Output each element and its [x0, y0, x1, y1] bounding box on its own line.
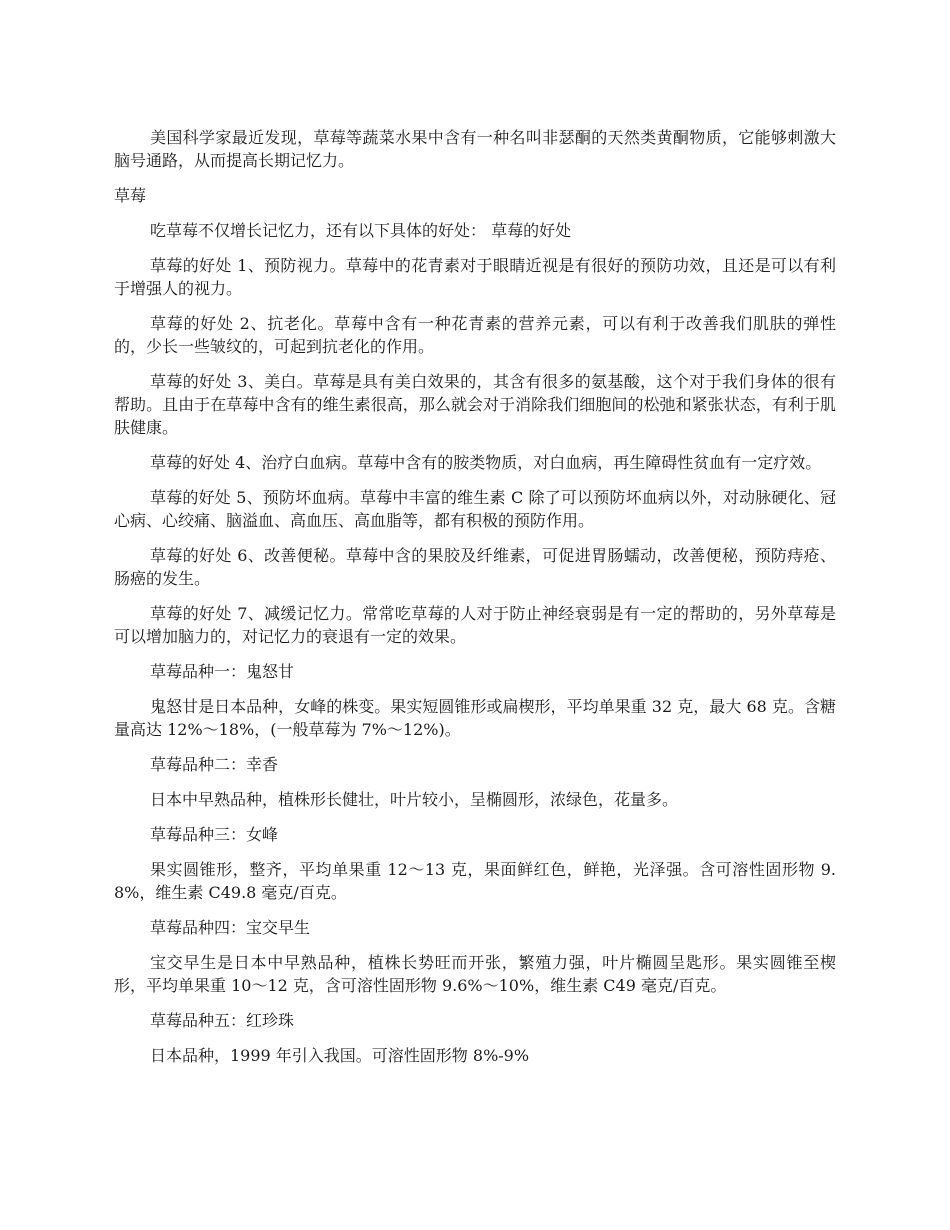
- paragraph-benefit-1: 草莓的好处 1、预防视力。草莓中的花青素对于眼睛近视是有很好的预防功效，且还是可以有利于增强人的视力。: [114, 256, 836, 298]
- paragraph-benefit-5: 草莓的好处 5、预防坏血病。草莓中丰富的维生素 C 除了可以预防坏血病以外，对动脉硬化、冠心病、心绞痛、脑溢血、高血压、高血脂等，都有积极的预防作用。: [114, 488, 836, 530]
- paragraph-intro: 美国科学家最近发现，草莓等蔬菜水果中含有一种名叫非瑟酮的天然类黄酮物质，它能够刺激大脑号通路，从而提高长期记忆力。: [114, 128, 836, 170]
- paragraph-benefit-3: 草莓的好处 3、美白。草莓是具有美白效果的，其含有很多的氨基酸，这个对于我们身体的很有帮助。且由于在草莓中含有的维生素很高，那么就会对于消除我们细胞间的松弛和紧张状态，有利于肌肤健康。: [114, 372, 836, 437]
- variety-heading-4: 草莓品种四：宝交早生: [150, 918, 311, 937]
- variety-heading-2: 草莓品种二：幸香: [150, 755, 279, 774]
- variety-description-5: 日本品种，1999 年引入我国。可溶性固形物 8%-9%: [150, 1046, 530, 1065]
- paragraph-benefit-6: 草莓的好处 6、改善便秘。草莓中含的果胶及纤维素，可促进胃肠蠕动，改善便秘，预防痔疮、肠癌的发生。: [114, 546, 836, 588]
- paragraph-benefits-intro: 吃草莓不仅增长记忆力，还有以下具体的好处： 草莓的好处: [150, 221, 572, 240]
- section-heading-strawberry: 草莓: [114, 186, 147, 205]
- paragraph-benefit-7: 草莓的好处 7、减缓记忆力。常常吃草莓的人对于防止神经衰弱是有一定的帮助的，另外草莓是可以增加脑力的，对记忆力的衰退有一定的效果。: [114, 604, 836, 646]
- variety-description-3: 果实圆锥形，整齐，平均单果重 12～13 克，果面鲜红色，鲜艳，光泽强。含可溶性固形物 9.8%，维生素 C49.8 毫克/百克。: [114, 860, 836, 902]
- variety-description-2: 日本中早熟品种，植株形长健壮，叶片较小，呈椭圆形，浓绿色，花量多。: [150, 790, 679, 809]
- paragraph-benefit-4: 草莓的好处 4、治疗白血病。草莓中含有的胺类物质，对白血病，再生障碍性贫血有一定疗效。: [150, 453, 822, 472]
- variety-heading-5: 草莓品种五：红珍珠: [150, 1011, 295, 1030]
- variety-description-1: 鬼怒甘是日本品种，女峰的株变。果实短圆锥形或扁楔形，平均单果重 32 克，最大 68 克。含糖量高达 12%～18%，(一般草莓为 7%～12%)。: [114, 697, 836, 739]
- variety-description-4: 宝交早生是日本中早熟品种，植株长势旺而开张，繁殖力强，叶片椭圆呈匙形。果实圆锥至楔形，平均单果重 10～12 克，含可溶性固形物 9.6%～10%，维生素 C49 毫克/百克。: [114, 953, 836, 995]
- variety-heading-3: 草莓品种三：女峰: [150, 825, 279, 844]
- variety-heading-1: 草莓品种一：鬼怒甘: [150, 662, 295, 681]
- paragraph-benefit-2: 草莓的好处 2、抗老化。草莓中含有一种花青素的营养元素，可以有利于改善我们肌肤的弹性的，少长一些皱纹的，可起到抗老化的作用。: [114, 314, 836, 356]
